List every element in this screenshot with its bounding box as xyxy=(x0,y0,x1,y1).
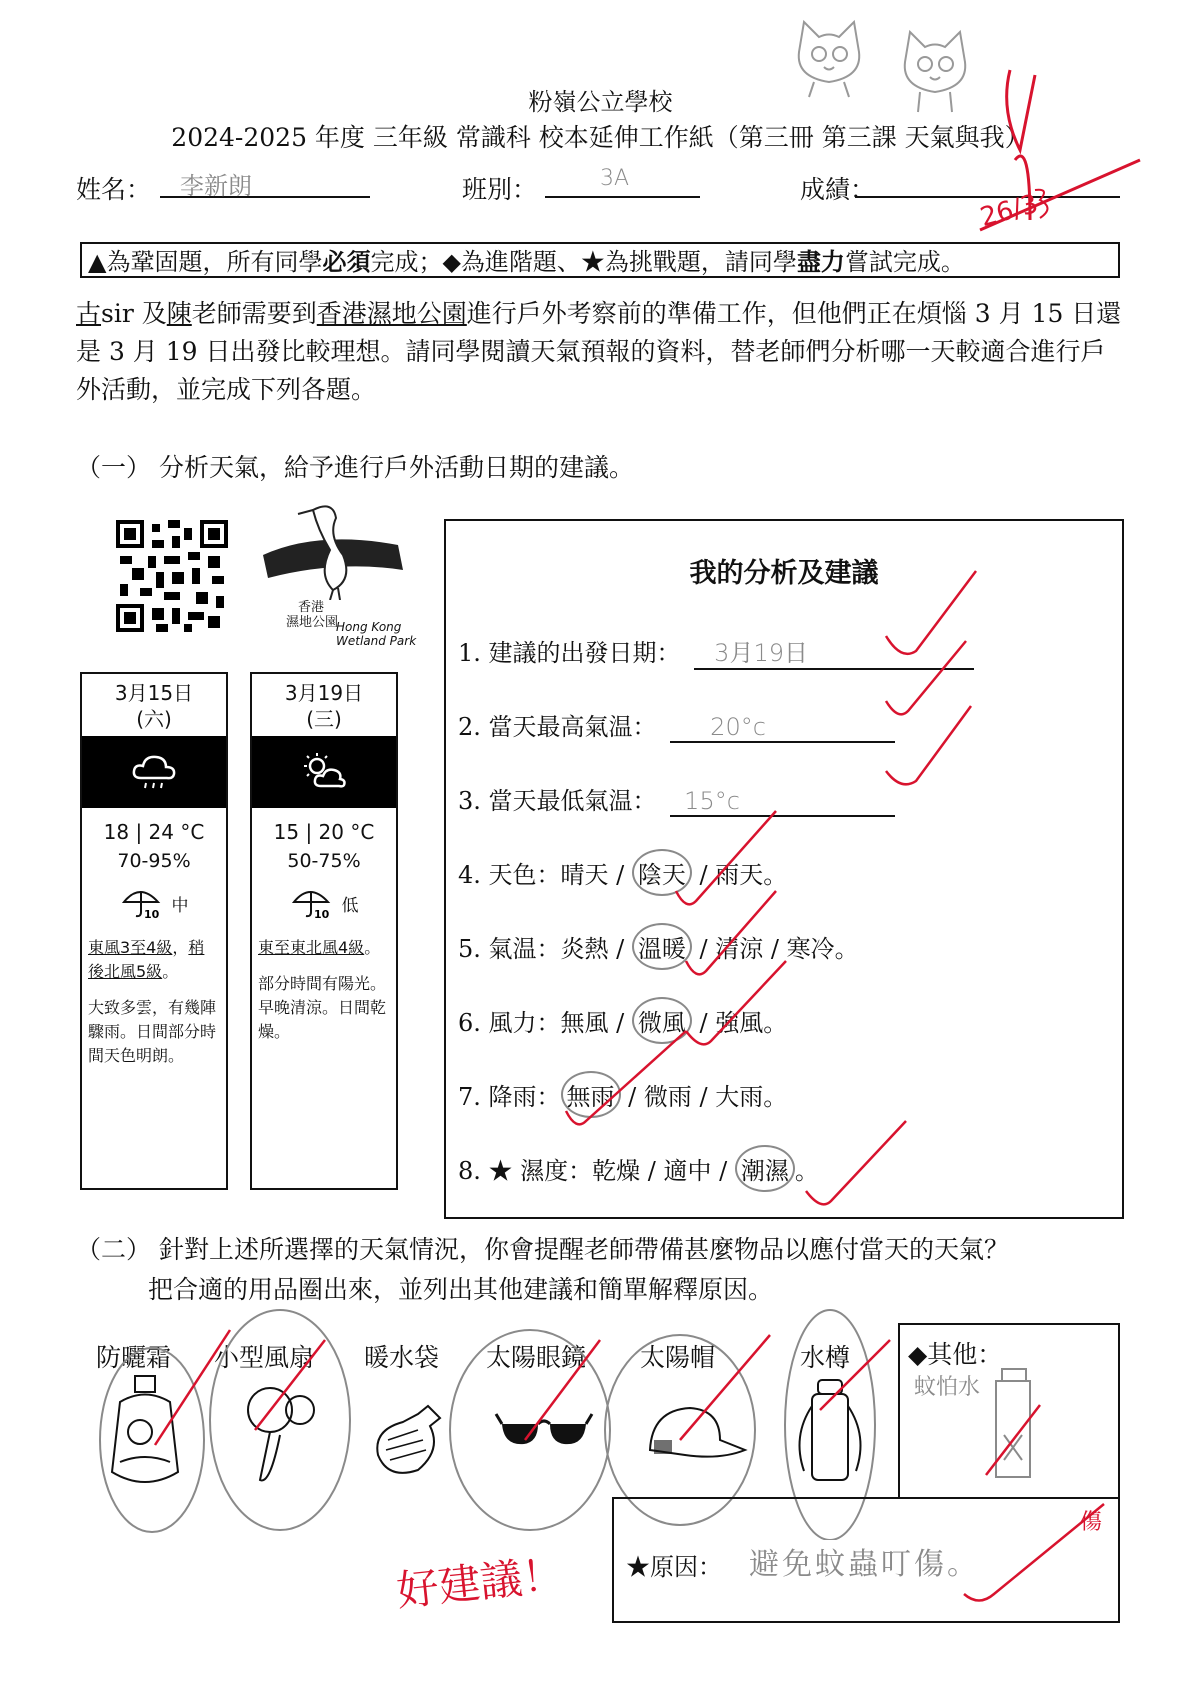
school-name: 粉嶺公立學校 xyxy=(528,88,673,116)
logo-text: 濕地公園 xyxy=(286,615,339,630)
item-label: 小型風扇 xyxy=(214,1343,315,1372)
separator: / xyxy=(608,861,632,889)
egret-logo-icon xyxy=(258,500,408,600)
uv-index xyxy=(82,886,226,920)
analysis-box xyxy=(444,519,1124,1219)
separator: / xyxy=(691,935,716,963)
separator: / xyxy=(608,935,632,963)
date-text: 3月15日 xyxy=(114,681,194,705)
option-circled[interactable]: 溫暖 xyxy=(632,923,692,970)
place-name: 香港濕地公園 xyxy=(316,299,467,328)
qr-code-icon xyxy=(116,520,228,632)
temperature-range: 15 | 20 °C xyxy=(273,820,375,844)
answer-text: 15°c xyxy=(684,787,740,815)
teacher-name: 陳 xyxy=(166,299,192,328)
reason-label: ★原因： xyxy=(626,1553,722,1581)
notice-emphasis: 必須 xyxy=(322,247,371,276)
cloud-rain-icon xyxy=(129,750,179,794)
logo-text: Wetland Park xyxy=(336,634,417,648)
class-label: 班別： xyxy=(462,175,538,204)
answer-text: 20°c xyxy=(710,713,766,741)
class-value: 3A xyxy=(600,166,630,191)
intro-text: sir 及 xyxy=(101,299,167,328)
score-label: 成績： xyxy=(800,175,876,204)
weather-description: 大致多雲，有幾陣驟雨。日間部分時間天色明朗。 xyxy=(88,998,217,1065)
option[interactable]: 強風 xyxy=(715,1009,764,1037)
option[interactable]: 乾燥 xyxy=(592,1157,641,1185)
question-label: 1. 建議的出發日期： xyxy=(458,639,681,667)
uv-level: 中 xyxy=(171,895,189,916)
option-circled[interactable]: 陰天 xyxy=(632,849,692,896)
answer-text: 3月19日 xyxy=(714,639,808,667)
uv-index-number: 10 xyxy=(313,908,329,920)
item-label: 太陽眼鏡 xyxy=(486,1343,587,1372)
teacher-name: 古 xyxy=(76,299,102,328)
notice-emphasis: 盡力 xyxy=(796,247,845,276)
reason-box xyxy=(612,1497,1120,1623)
question-label: 7. 降雨： xyxy=(458,1083,561,1111)
period: 。 xyxy=(794,1157,819,1185)
option[interactable]: 無風 xyxy=(560,1009,609,1037)
section-1-title: （一） 分析天氣，給予進行戶外活動日期的建議。 xyxy=(76,453,634,482)
item-label: 防曬霜 xyxy=(96,1343,172,1372)
score-mark-icon xyxy=(970,50,1150,250)
section-2-title: （二） 針對上述所選擇的天氣情況，你會提醒老師帶備甚麼物品以應付當天的天氣？ xyxy=(76,1235,1009,1264)
uv-level: 低 xyxy=(341,895,359,916)
intro-text: 老師需要到 xyxy=(191,299,317,328)
option[interactable]: 炎熱 xyxy=(560,935,609,963)
separator: / xyxy=(711,1157,735,1185)
other-box xyxy=(898,1323,1120,1499)
period: 。 xyxy=(834,935,859,963)
humidity-range: 70-95% xyxy=(117,850,191,872)
weather-icon-band xyxy=(252,736,396,808)
notice-text: 完成；◆為進階題、★為挑戰題，請同學 xyxy=(370,248,797,276)
wind-text: 東風3至4級 xyxy=(88,938,173,957)
question-label: 2. 當天最高氣温： xyxy=(458,713,657,741)
class-field[interactable] xyxy=(545,166,700,198)
teacher-check-marks xyxy=(446,521,1126,1221)
option[interactable]: 適中 xyxy=(663,1157,712,1185)
notice-text: ▲為鞏固題，所有同學 xyxy=(88,248,323,276)
option[interactable]: 大雨 xyxy=(715,1083,764,1111)
wind-text: 稍後北風5級 xyxy=(88,938,205,981)
period: 。 xyxy=(763,1083,788,1111)
analysis-heading: 我的分析及建議 xyxy=(689,558,879,589)
umbrella-uv-icon xyxy=(120,886,164,920)
notice-text: 嘗試完成。 xyxy=(844,248,965,276)
section-2-subtitle: 把合適的用品圈出來，並列出其他建議和簡單解釋原因。 xyxy=(148,1275,774,1304)
question-label: 8. ★ 濕度： xyxy=(458,1157,593,1185)
other-answer[interactable]: 蚊怕水 xyxy=(914,1375,981,1400)
option-circled[interactable]: 微風 xyxy=(632,997,692,1044)
other-label: ◆其他： xyxy=(908,1340,1003,1369)
question-label: 6. 風力： xyxy=(458,1009,561,1037)
wind-text: 東至東北風4級 xyxy=(258,938,365,957)
worksheet-title: 2024-2025 年度 三年級 常識科 校本延伸工作紙（第三冊 第三課 天氣與我） xyxy=(171,123,1030,152)
date-text: 3月19日 xyxy=(284,681,364,705)
question-label: 5. 氣温： xyxy=(458,935,561,963)
logo-english xyxy=(336,620,416,648)
separator: / xyxy=(640,1157,664,1185)
option-circled[interactable]: 潮濕 xyxy=(735,1145,795,1192)
intro-paragraph xyxy=(76,295,1126,409)
option[interactable]: 雨天 xyxy=(715,861,764,889)
logo-text: Hong Kong xyxy=(336,620,402,634)
forecast-card xyxy=(250,672,398,1190)
uv-index xyxy=(252,886,396,920)
option[interactable]: 微雨 xyxy=(643,1083,692,1111)
instruction-box xyxy=(80,242,1120,278)
intro-text: 進行戶外考察前的準備工作，但他們正在煩惱 3 月 15 日還是 3 月 19 日出發比較理想。請同學閱讀天氣預報的資料，替老師們分析哪一天較適合進行戶外活動，並完成下列各題。 xyxy=(76,299,1122,404)
item-label: 太陽帽 xyxy=(640,1343,716,1372)
period: 。 xyxy=(763,1009,788,1037)
sun-cloud-icon xyxy=(299,750,349,794)
score-value: 26/3 xyxy=(977,188,1042,234)
logo-chinese xyxy=(286,600,338,630)
umbrella-uv-icon xyxy=(290,886,334,920)
forecast-date xyxy=(82,674,226,732)
teacher-correction: 傷 xyxy=(1080,1510,1103,1535)
wind-sep: ， xyxy=(172,938,189,957)
reason-answer[interactable]: 避免蚊蟲叮傷。 xyxy=(749,1547,980,1582)
reason-check-mark xyxy=(954,1499,1114,1609)
separator: / xyxy=(620,1083,644,1111)
option[interactable]: 寒冷 xyxy=(786,935,835,963)
temperature-range: 18 | 24 °C xyxy=(103,820,205,844)
teacher-comment: 好建議！ xyxy=(394,1549,567,1616)
separator: / xyxy=(608,1009,632,1037)
wind-sep: 。 xyxy=(162,962,179,981)
weekday-text: (六) xyxy=(136,707,172,731)
option[interactable]: 清涼 xyxy=(715,935,764,963)
name-label: 姓名： xyxy=(76,175,152,204)
weather-icon-band xyxy=(82,736,226,808)
period: 。 xyxy=(763,861,788,889)
question-label: 3. 當天最低氣温： xyxy=(458,787,657,815)
separator: / xyxy=(691,1009,716,1037)
separator: / xyxy=(691,861,716,889)
uv-index-number: 10 xyxy=(143,908,159,920)
weekday-text: (三) xyxy=(306,707,342,731)
wind-sep: 。 xyxy=(364,938,381,957)
separator: / xyxy=(763,935,787,963)
item-label: 水樽 xyxy=(800,1343,851,1372)
wetland-park-logo xyxy=(258,500,438,650)
humidity-range: 50-75% xyxy=(287,850,361,872)
option[interactable]: 晴天 xyxy=(560,861,609,889)
option-circled[interactable]: 無雨 xyxy=(561,1071,621,1118)
logo-text: 香港 xyxy=(298,600,325,615)
name-field[interactable] xyxy=(160,166,370,198)
forecast-date xyxy=(252,674,396,732)
question-label: 4. 天色： xyxy=(458,861,561,889)
forecast-card xyxy=(80,672,228,1190)
separator: / xyxy=(691,1083,716,1111)
name-value: 李新朗 xyxy=(180,172,252,200)
wind-info xyxy=(88,936,220,984)
other-drawing-icon xyxy=(980,1365,1050,1485)
item-label: 暖水袋 xyxy=(364,1343,440,1372)
wind-info xyxy=(258,936,390,960)
weather-description: 部分時間有陽光。早晚清涼。日間乾燥。 xyxy=(258,974,387,1041)
